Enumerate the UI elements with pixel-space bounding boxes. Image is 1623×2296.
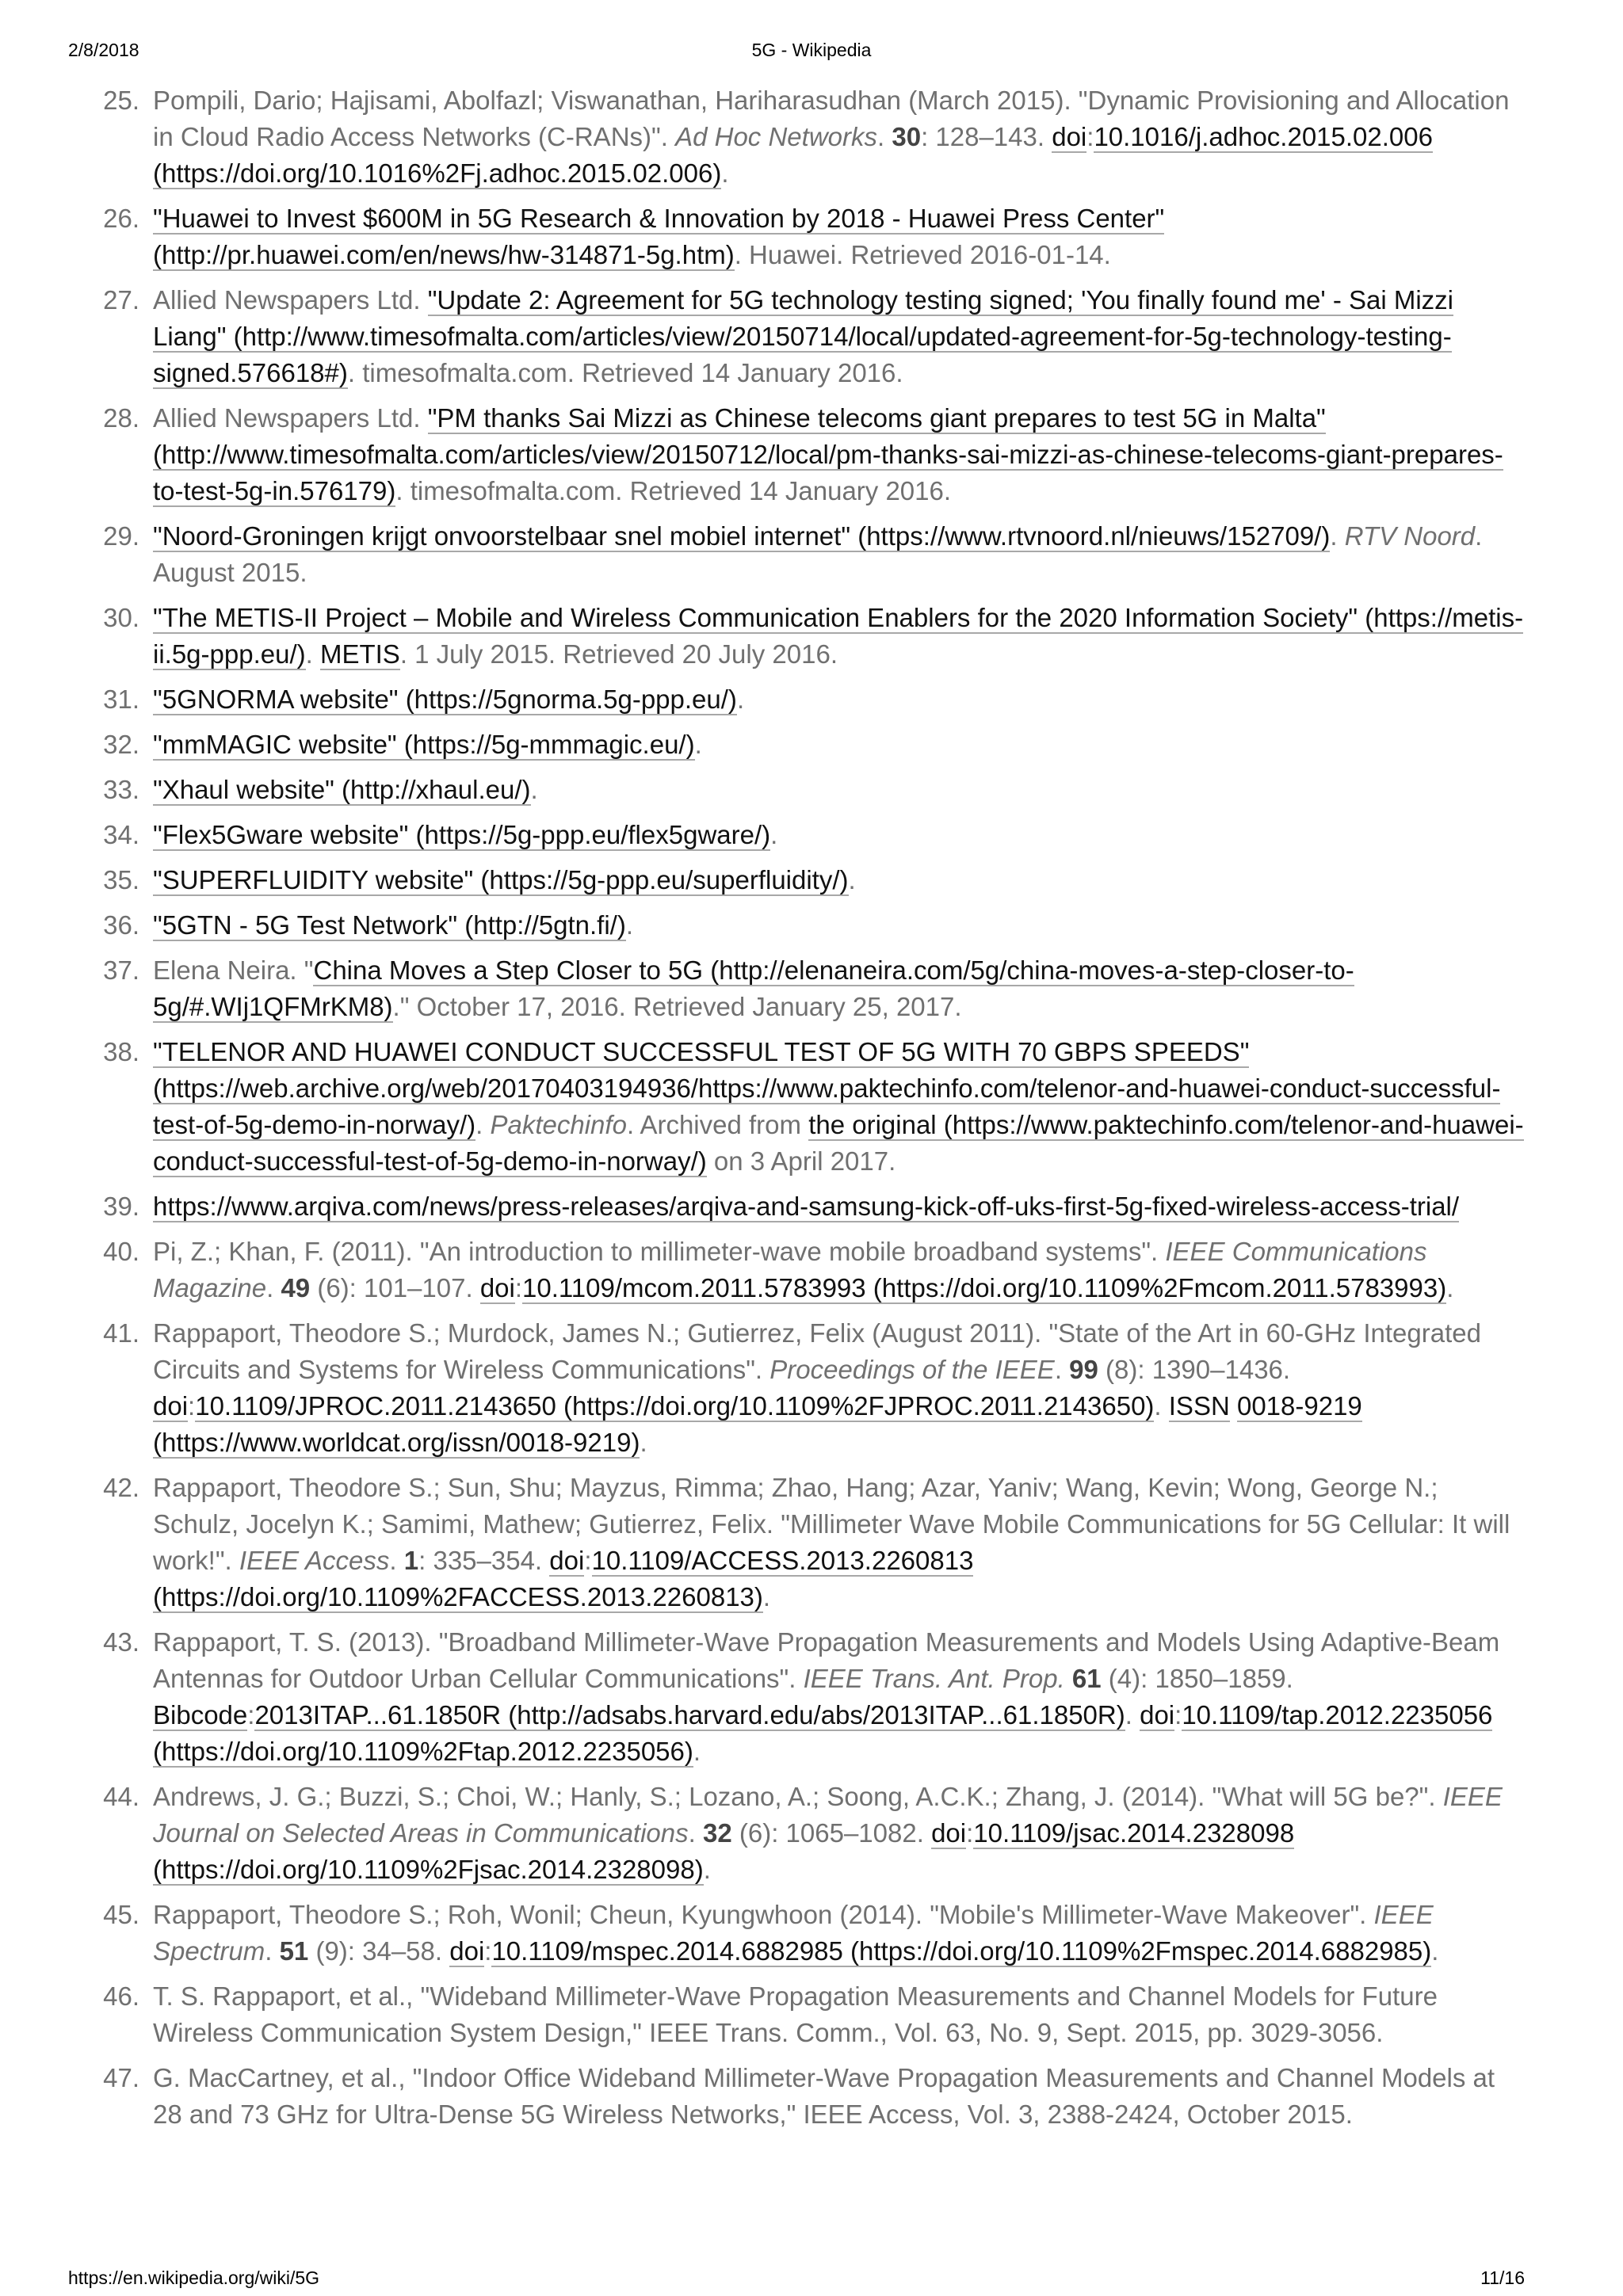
reference-work-title: IEEE Journal on Selected Areas in Communications <box>153 1782 1503 1848</box>
page-title: 5G - Wikipedia <box>751 40 872 60</box>
reference-item <box>0 952 1530 1025</box>
reference-link[interactable]: doi <box>549 1546 585 1575</box>
reference-number: 37. <box>103 955 139 985</box>
reference-item <box>0 727 1530 763</box>
reference-link[interactable]: "Huawei to Invest $600M in 5G Research & Innovation by 2018 - Huawei Press Center" (http://pr.huawei.com/en/news/hw-314871-5g.htm) <box>153 204 1165 269</box>
reference-volume: 1 <box>403 1546 419 1575</box>
reference-number: 45. <box>103 1900 139 1929</box>
reference-text: . <box>688 1818 703 1848</box>
reference-text: . <box>848 865 856 894</box>
reference-work-title: Paktechinfo <box>490 1110 627 1139</box>
reference-text: . 1 July 2015. Retrieved 20 July 2016. <box>399 639 838 669</box>
reference-item <box>0 82 1530 192</box>
reference-link[interactable]: "5GTN - 5G Test Network" (http://5gtn.fi/) <box>153 910 626 940</box>
reference-link[interactable]: "mmMAGIC website" (https://5g-mmmagic.eu/) <box>153 730 695 759</box>
reference-link[interactable]: https://www.arqiva.com/news/press-releases/arqiva-and-samsung-kick-off-uks-first-5g-fixed-wireless-access-trial/ <box>153 1192 1460 1221</box>
reference-text: . <box>721 158 729 188</box>
reference-text: . <box>305 639 320 669</box>
reference-link[interactable]: "SUPERFLUIDITY website" (https://5g-ppp.eu/superfluidity/) <box>153 865 849 894</box>
reference-number: 40. <box>103 1237 139 1266</box>
reference-number: 27. <box>103 285 139 315</box>
reference-number: 38. <box>103 1037 139 1066</box>
reference-link[interactable]: "The METIS-II Project – Mobile and Wireless Communication Enablers for the 2020 Information Society" (https://metis-ii.5g-ppp.eu/) <box>153 603 1524 669</box>
reference-link[interactable]: doi <box>479 1273 515 1302</box>
reference-item <box>0 600 1530 673</box>
reference-text: . <box>736 685 745 714</box>
reference-text: (9): 34–58. <box>308 1936 450 1966</box>
reference-link[interactable]: "PM thanks Sai Mizzi as Chinese telecoms giant prepares to test 5G in Malta" (http://www.timesofmalta.com/articles/view/20150712/local/pm-thanks-sai-mizzi-as-chinese-telecoms-giant-prepares-to-test-5g-in.576179) <box>153 403 1503 505</box>
reference-volume: 99 <box>1069 1355 1098 1384</box>
reference-text: . <box>1330 521 1345 551</box>
reference-number: 28. <box>103 403 139 433</box>
reference-text <box>1230 1391 1237 1421</box>
references-list <box>0 82 1623 2142</box>
reference-item <box>0 1188 1530 1225</box>
reference-text: . <box>1154 1391 1169 1421</box>
reference-text: T. S. Rappaport, et al., "Wideband Millimeter-Wave Propagation Measurements and Channel Models for Future Wireless Communication System Design," IEEE Trans. Comm., Vol. 63, No. 9, Sept. 2015, pp. 3029-3056. <box>153 1981 1438 2047</box>
reference-work-title: IEEE Spectrum <box>153 1900 1434 1966</box>
reference-number: 26. <box>103 204 139 233</box>
reference-item <box>0 1234 1530 1306</box>
reference-text: G. MacCartney, et al., "Indoor Office Wideband Millimeter-Wave Propagation Measurements and Channel Models at 28 and 73 GHz for Ultra-Dense 5G Wireless Networks," IEEE Access, Vol. 3, 2388-2424, October 2015. <box>153 2063 1495 2129</box>
reference-work-title: Ad Hoc Networks <box>675 122 877 151</box>
reference-item <box>0 1779 1530 1888</box>
reference-text: Allied Newspapers Ltd. <box>153 285 428 315</box>
reference-item <box>0 862 1530 898</box>
reference-text: : 335–354. <box>418 1546 550 1575</box>
reference-number: 35. <box>103 865 139 894</box>
reference-text: : 128–143. <box>921 122 1052 151</box>
reference-text: . <box>770 820 778 849</box>
reference-text: . timesofmalta.com. Retrieved 14 January 2016. <box>347 358 903 387</box>
reference-text: . <box>1125 1700 1140 1730</box>
reference-link[interactable]: ISSN <box>1168 1391 1230 1421</box>
reference-text: . Archived from <box>626 1110 809 1139</box>
reference-work-title: IEEE Trans. Ant. Prop. <box>803 1664 1065 1693</box>
reference-number: 42. <box>103 1473 139 1502</box>
reference-number: 44. <box>103 1782 139 1811</box>
reference-link[interactable]: 0018-9219 (https://www.worldcat.org/issn/0018-9219) <box>153 1391 1362 1457</box>
reference-volume: 61 <box>1071 1664 1102 1693</box>
reference-text: : <box>1086 122 1094 151</box>
reference-link[interactable]: doi <box>449 1936 485 1966</box>
reference-volume: 30 <box>892 122 922 151</box>
reference-text: Rappaport, Theodore S.; Murdock, James N.; Gutierrez, Felix (August 2011). "State of the Art in 60-GHz Integrated Circuits and Systems for Wireless Communications". <box>153 1318 1481 1384</box>
reference-item <box>0 817 1530 853</box>
reference-text: ." October 17, 2016. Retrieved January 25, 2017. <box>392 992 962 1021</box>
reference-link[interactable]: 10.1016/j.adhoc.2015.02.006 (https://doi.org/10.1016%2Fj.adhoc.2015.02.006) <box>153 122 1433 188</box>
reference-link[interactable]: 2013ITAP...61.1850R (http://adsabs.harvard.edu/abs/2013ITAP...61.1850R) <box>254 1700 1125 1730</box>
print-date: 2/8/2018 <box>68 40 139 60</box>
page-url: https://en.wikipedia.org/wiki/5G <box>68 2267 320 2288</box>
reference-text: . <box>640 1428 647 1457</box>
reference-number: 32. <box>103 730 139 759</box>
reference-item <box>0 907 1530 944</box>
reference-volume: 32 <box>702 1818 732 1848</box>
reference-item <box>0 518 1530 591</box>
reference-number: 41. <box>103 1318 139 1348</box>
reference-text: . <box>625 910 634 940</box>
reference-link[interactable]: Bibcode <box>153 1700 248 1730</box>
reference-text: . <box>694 730 702 759</box>
reference-link[interactable]: 10.1109/mcom.2011.5783993 (https://doi.org/10.1109%2Fmcom.2011.5783993) <box>522 1273 1447 1302</box>
reference-number: 36. <box>103 910 139 940</box>
reference-number: 30. <box>103 603 139 632</box>
reference-text: Elena Neira. " <box>153 955 314 985</box>
reference-text: . <box>1431 1936 1439 1966</box>
reference-text: . <box>265 1936 280 1966</box>
reference-link[interactable]: "Update 2: Agreement for 5G technology testing signed; 'You finally found me' - Sai Mizzi Liang" (http://www.timesofmalta.com/articles/view/20150714/local/updated-agreement-for-5g-technology-testing-signed.576618#) <box>153 285 1454 387</box>
reference-text: . Huawei. Retrieved 2016-01-14. <box>734 240 1111 269</box>
reference-link[interactable]: 10.1109/mspec.2014.6882985 (https://doi.org/10.1109%2Fmspec.2014.6882985) <box>491 1936 1432 1966</box>
reference-text: . <box>703 1855 711 1884</box>
reference-text: : <box>1174 1700 1182 1730</box>
page-number: 11/16 <box>1480 2267 1525 2288</box>
reference-link[interactable]: 10.1109/tap.2012.2235056 (https://doi.org/10.1109%2Ftap.2012.2235056) <box>153 1700 1493 1766</box>
reference-text: : <box>966 1818 974 1848</box>
reference-text: (6): 1065–1082. <box>731 1818 932 1848</box>
reference-text: : <box>188 1391 196 1421</box>
reference-number: 34. <box>103 820 139 849</box>
reference-link[interactable]: "TELENOR AND HUAWEI CONDUCT SUCCESSFUL TEST OF 5G WITH 70 GBPS SPEEDS" (https://web.archive.org/web/20170403194936/https://www.paktechinfo.com/telenor-and-huawei-conduct-successful-test-of-5g-demo-in-norway/) <box>153 1037 1501 1139</box>
reference-text: Pompili, Dario; Hajisami, Abolfazl; Viswanathan, Hariharasudhan (March 2015). "Dynamic Provisioning and Allocation in Cloud Radio Access Networks (C-RANs)". <box>153 86 1510 151</box>
reference-number: 29. <box>103 521 139 551</box>
reference-text: Pi, Z.; Khan, F. (2011). "An introduction to millimeter-wave mobile broadband systems". <box>153 1237 1166 1266</box>
reference-text: Allied Newspapers Ltd. <box>153 403 428 433</box>
reference-item <box>0 1978 1530 2051</box>
reference-link[interactable]: "Xhaul website" (http://xhaul.eu/) <box>153 775 531 804</box>
reference-number: 33. <box>103 775 139 804</box>
reference-text: . <box>762 1582 771 1611</box>
reference-number: 43. <box>103 1627 139 1657</box>
reference-link[interactable]: China Moves a Step Closer to 5G (http://elenaneira.com/5g/china-moves-a-step-closer-to-5g/#.WIj1QFMrKM8) <box>153 955 1354 1021</box>
reference-text: : <box>584 1546 592 1575</box>
reference-link[interactable]: doi <box>153 1391 189 1421</box>
reference-text: . <box>530 775 538 804</box>
reference-text <box>1065 1664 1072 1693</box>
reference-text: : <box>484 1936 492 1966</box>
reference-work-title: IEEE Access <box>239 1546 390 1575</box>
reference-volume: 51 <box>279 1936 309 1966</box>
reference-work-title: IEEE Communications Magazine <box>153 1237 1427 1302</box>
reference-text: . <box>693 1737 701 1766</box>
reference-item <box>0 400 1530 509</box>
reference-text: : <box>514 1273 523 1302</box>
reference-item <box>0 1034 1530 1180</box>
reference-text: . <box>266 1273 281 1302</box>
reference-text: . <box>389 1546 404 1575</box>
reference-link[interactable]: 10.1109/JPROC.2011.2143650 (https://doi.org/10.1109%2FJPROC.2011.2143650) <box>195 1391 1155 1421</box>
reference-link[interactable]: "Noord-Groningen krijgt onvoorstelbaar snel mobiel internet" (https://www.rtvnoord.nl/nieuws/152709/) <box>153 521 1331 551</box>
reference-number: 46. <box>103 1981 139 2011</box>
reference-text: (6): 101–107. <box>310 1273 480 1302</box>
reference-text: . <box>475 1110 491 1139</box>
reference-item <box>0 681 1530 718</box>
reference-text: Andrews, J. G.; Buzzi, S.; Choi, W.; Hanly, S.; Lozano, A.; Soong, A.C.K.; Zhang, J. (2014). "What will 5G be?". <box>153 1782 1443 1811</box>
reference-text: . <box>877 122 892 151</box>
reference-number: 39. <box>103 1192 139 1221</box>
reference-link[interactable]: the original (https://www.paktechinfo.com/telenor-and-huawei-conduct-successful-test-of-5g-demo-in-norway/) <box>153 1110 1524 1176</box>
reference-item <box>0 1624 1530 1770</box>
reference-item <box>0 1315 1530 1461</box>
reference-text: . August 2015. <box>153 521 1483 587</box>
reference-link[interactable]: "Flex5Gware website" (https://5g-ppp.eu/flex5gware/) <box>153 820 771 849</box>
reference-link[interactable]: METIS <box>319 639 400 669</box>
reference-text: . <box>1054 1355 1070 1384</box>
reference-text: . timesofmalta.com. Retrieved 14 January 2016. <box>395 476 952 505</box>
reference-text: (8): 1390–1436. <box>1098 1355 1291 1384</box>
reference-text: on 3 April 2017. <box>706 1146 896 1176</box>
reference-number: 47. <box>103 2063 139 2092</box>
reference-work-title: RTV Noord <box>1344 521 1476 551</box>
reference-item <box>0 282 1530 391</box>
reference-item <box>0 772 1530 808</box>
reference-item <box>0 1897 1530 1970</box>
reference-text: Rappaport, Theodore S.; Sun, Shu; Mayzus, Rimma; Zhao, Hang; Azar, Yaniv; Wang, Kevin; Wong, George N.; Schulz, Jocelyn K.; Samimi, Mathew; Gutierrez, Felix. "Millimeter Wave Mobile Communications for 5G Cellular: It will work!". <box>153 1473 1510 1575</box>
reference-link[interactable]: 10.1109/jsac.2014.2328098 (https://doi.org/10.1109%2Fjsac.2014.2328098) <box>153 1818 1295 1884</box>
reference-item <box>0 2060 1530 2133</box>
reference-text: (4): 1850–1859. <box>1101 1664 1293 1693</box>
reference-number: 31. <box>103 685 139 714</box>
reference-link[interactable]: 10.1109/ACCESS.2013.2260813 (https://doi.org/10.1109%2FACCESS.2013.2260813) <box>153 1546 974 1611</box>
reference-work-title: Proceedings of the IEEE <box>769 1355 1055 1384</box>
reference-text: : <box>247 1700 255 1730</box>
reference-item <box>0 1470 1530 1615</box>
reference-item <box>0 200 1530 273</box>
reference-link[interactable]: doi <box>1052 122 1087 151</box>
reference-link[interactable]: doi <box>1140 1700 1175 1730</box>
reference-text: Rappaport, T. S. (2013). "Broadband Millimeter-Wave Propagation Measurements and Models Using Adaptive-Beam Antennas for Outdoor Urban Cellular Communications". <box>153 1627 1500 1693</box>
reference-text: . <box>1446 1273 1454 1302</box>
reference-number: 25. <box>103 86 139 115</box>
reference-link[interactable]: "5GNORMA website" (https://5gnorma.5g-ppp.eu/) <box>153 685 737 714</box>
reference-link[interactable]: doi <box>931 1818 967 1848</box>
reference-text: Rappaport, Theodore S.; Roh, Wonil; Cheun, Kyungwhoon (2014). "Mobile's Millimeter-Wave Makeover". <box>153 1900 1374 1929</box>
reference-volume: 49 <box>281 1273 311 1302</box>
